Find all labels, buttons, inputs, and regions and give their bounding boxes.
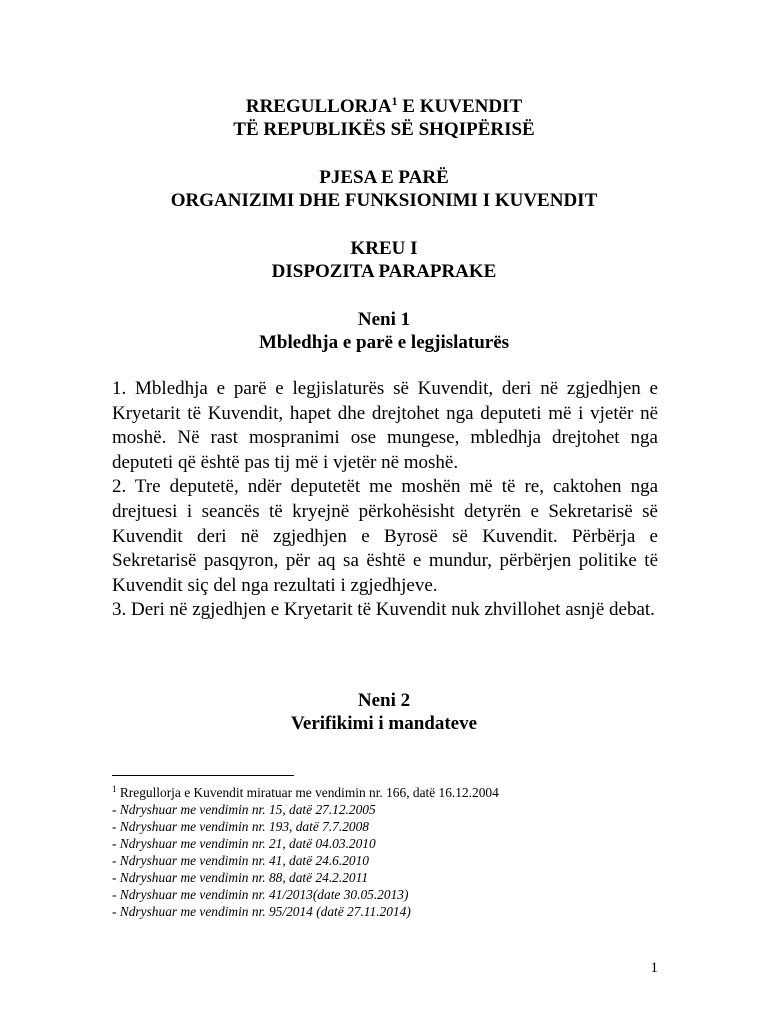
- article-2-label: Neni 2: [357, 690, 411, 711]
- page-number: 1: [650, 960, 658, 976]
- footnote-amendment: - Ndryshuar me vendimin nr. 15, datë 27.12.2005: [112, 802, 376, 817]
- chapter-label: KREU I: [350, 238, 418, 259]
- chapter-name: DISPOZITA PARAPRAKE: [271, 261, 497, 282]
- footnote-amendment: - Ndryshuar me vendimin nr. 88, datë 24.2.2011: [112, 870, 369, 885]
- article-1-paragraph-1: 1. Mbledhja e parë e legjislaturës së Kuvendit, deri në zgjedhjen e Kryetarit të Kuvendit, hapet dhe drejtohet nga deputeti më i vjetër në moshë. Në rast mospranimi ose mungese, mbledhja drejtohet nga deputeti që është pas tij më i vjetër në moshë.: [112, 378, 658, 473]
- regulation-title-line2: TË REPUBLIKËS SË SHQIPËRISË: [233, 119, 535, 140]
- footnotes: [112, 784, 672, 920]
- article-1-paragraph-3: 3. Deri në zgjedhjen e Kryetarit të Kuvendit nuk zhvillohet asnjë debat.: [112, 599, 655, 621]
- footnote-amendment: - Ndryshuar me vendimin nr. 41, datë 24.6.2010: [112, 853, 370, 868]
- footnote-amendment: - Ndryshuar me vendimin nr. 193, datë 7.7.2008: [112, 819, 370, 834]
- article-2-title: Verifikimi i mandateve: [290, 713, 478, 734]
- article-1-title: Mbledhja e parë e legjislaturës: [258, 332, 510, 353]
- footnote-main: $^1$ Rregullorja e Kuvendit miratuar me vendimin nr. 166, datë 16.12.2004: [112, 784, 499, 800]
- footnote-marker: 1: [112, 784, 117, 794]
- part-label: PJESA E PARË: [319, 167, 449, 188]
- footnote-reference: 1: [391, 94, 398, 108]
- footnote-amendment: - Ndryshuar me vendimin nr. 41/2013(date 30.05.2013): [112, 887, 409, 902]
- footnote-separator: [112, 775, 294, 776]
- footnote-amendment: - Ndryshuar me vendimin nr. 95/2014 (datë 27.11.2014): [112, 904, 411, 919]
- article-1-paragraph-2: 2. Tre deputetë, ndër deputetët me moshën më të re, caktohen nga drejtuesi i seancës të kryejnë përkohësisht detyrën e Sekretarisë së Kuvendit deri në zgjedhjen e Byrosë së Kuvendit. Përbërja e Sekretarisë pasqyron, për aq sa është e mundur, përbërjen politike të Kuvendit siç del nga rezultati i zgjedhjeve.: [112, 476, 658, 596]
- regulation-title-line1: RREGULLORJA$^1$ E KUVENDIT: [245, 94, 523, 117]
- article-1-body: [112, 377, 658, 623]
- part-name: ORGANIZIMI DHE FUNKSIONIMI I KUVENDIT: [170, 190, 598, 211]
- footnote-amendment: - Ndryshuar me vendimin nr. 21, datë 04.03.2010: [112, 836, 376, 851]
- article-1-label: Neni 1: [357, 309, 411, 330]
